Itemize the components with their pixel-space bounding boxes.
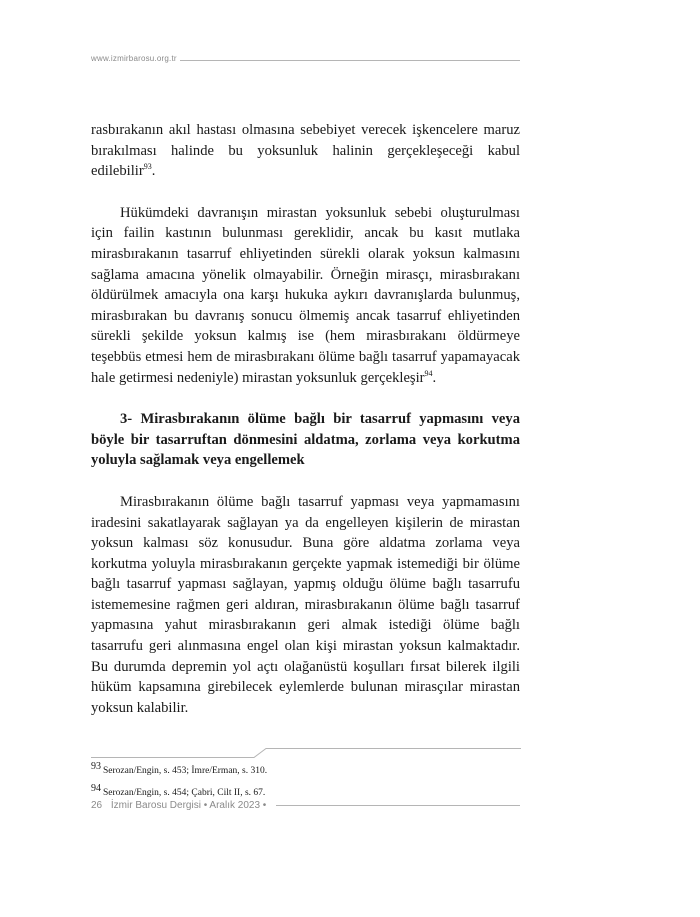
footnote-number: 94 <box>91 782 101 794</box>
page-footer <box>91 800 272 811</box>
footnote-93 <box>91 760 521 777</box>
page-number: 26 <box>91 800 103 811</box>
footnote-94 <box>91 782 521 799</box>
footnote-ref-94[interactable]: 94 <box>424 368 433 378</box>
page-body <box>91 120 520 718</box>
paragraph-2-end: . <box>432 369 437 386</box>
footnote-number: 93 <box>91 760 101 772</box>
footnote-divider <box>91 747 521 759</box>
section-heading: 3- Mirasbırakanın ölüme bağlı bir tasarruf yapmasını veya böyle bir tasarruftan dönmesini aldatma, zorlama veya korkutma yoluyla sağlamak veya engellemek <box>91 411 520 469</box>
paragraph-1-text: rasbırakanın akıl hastası olmasına sebebiyet verecek işkencelere maruz bırakılması halinde bu yoksunluk halinin gerçekleşeceği kabul edilebilir <box>91 122 520 180</box>
footnote-ref-93[interactable]: 93 <box>143 162 152 172</box>
paragraph-2-text: Hükümdeki davranışın mirastan yoksunluk sebebi oluşturulması için failin kastının bulunması gereklidir, ancak bu kasıt mutlaka mirasbırakanın tasarruf ehliyetinden sürekli olarak yoksun kalmasını sağlama amacına yönelik olmayabilir. Örneğin mirasçı, mirasbırakanı öldürülmek amacıyla ona karşı hukuka aykırı davranışlarda bulunmuş, mirasbırakan bu davranış sonucu ölmemiş ancak tasarruf ehliyetinden sürekli şekilde yoksun kalmış ise (hem mirasbırakanı öldürmeye teşebbüs etmesi hem de mirasbırakanı ölüme bağlı tasarruf yapamayacak hale getirmesi nedeniyle) mirastan yoksunluk gerçekleşir <box>91 204 520 386</box>
paragraph-3: Mirasbırakanın ölüme bağlı tasarruf yapması veya yapmamasını iradesini sakatlayarak sağlayan ya da engelleyen kişilerin de mirastan yoksun kalması söz konusudur. Buna göre aldatma zorlama veya korkutma yoluyla mirasbırakanın gerçekte yapmak istemediği bir ölüme bağlı tasarruf yapması sağlayan, yapmış olduğu ölüme bağlı tasarrufu istememesine rağmen geri aldıran, mirasbırakanın ölüme bağlı tasarruf yapmasına yahut mirasbırakanın geri almak istediği ölüme bağlı tasarrufu geri alınmasına engel olan kişi mirastan yoksun kalmaktadır. Bu durumda depremin yol açtı olağanüstü koşulları fırsat bilerek ilgili hüküm kapsamına girebilecek eylemlerde bulunan mirasçılar mirastan yoksun kalabilir. <box>91 493 520 716</box>
header-divider <box>180 60 520 61</box>
footer-divider <box>276 805 520 806</box>
footnote-text: Serozan/Engin, s. 454; Çabri, Cilt II, s. 67. <box>103 788 266 798</box>
paragraph-2 <box>91 203 520 388</box>
footnote-text: Serozan/Engin, s. 453; İmre/Erman, s. 310. <box>103 766 268 776</box>
header-url: www.izmirbarosu.org.tr <box>91 54 177 63</box>
journal-title: İzmir Barosu Dergisi • Aralık 2023 • <box>110 800 267 811</box>
paragraph-1 <box>91 120 520 182</box>
paragraph-1-end: . <box>151 163 156 180</box>
